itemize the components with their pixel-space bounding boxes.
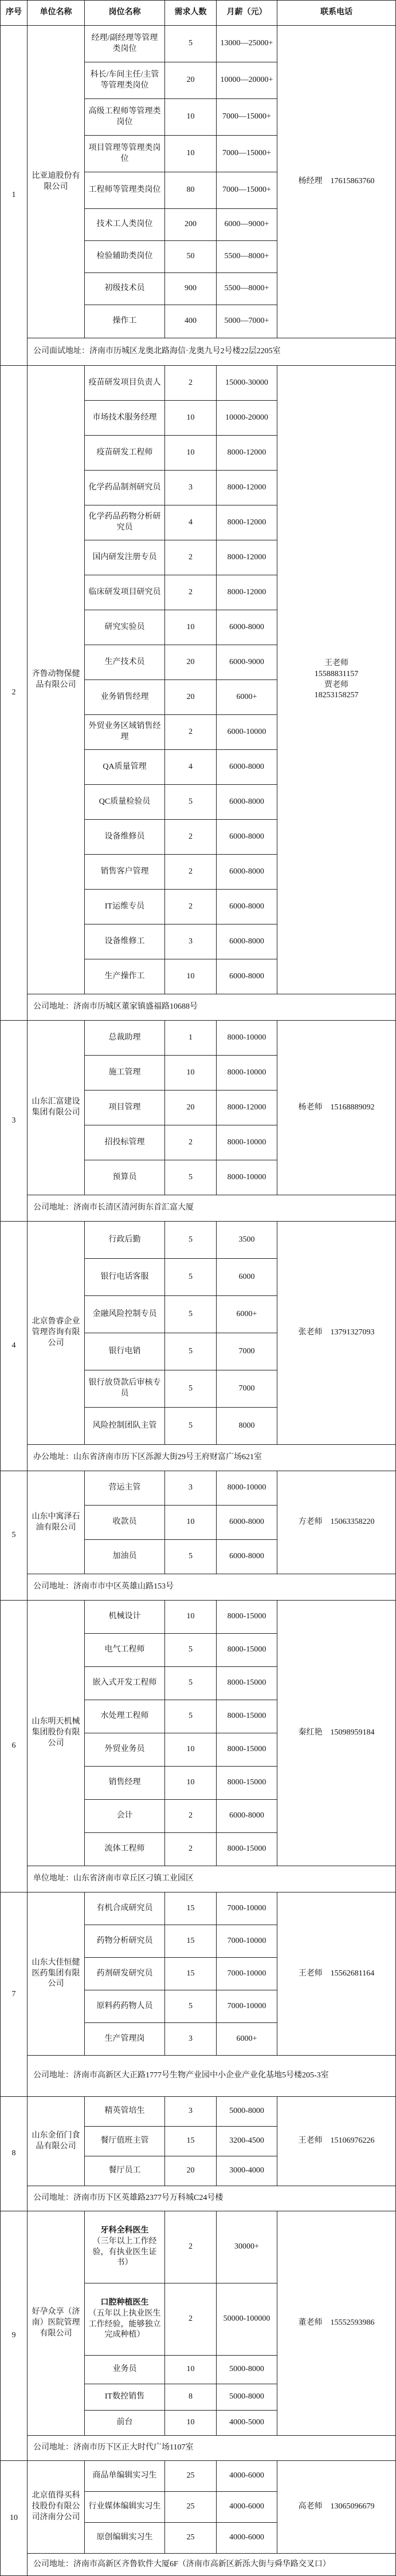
job-headcount-cell: 10 [165,1733,217,1767]
job-salary-cell: 8000-10000 [217,1021,277,1056]
job-position-cell: 餐厅值班主管 [85,2127,165,2156]
header-salary-cell: 月薪（元） [217,0,277,26]
job-headcount-cell: 10 [165,610,217,645]
company-contact-cell [277,1021,396,1195]
job-headcount-cell: 20 [165,2156,217,2186]
job-salary-cell: 3000-4000 [217,2156,277,2186]
company-index-cell: 2 [0,366,28,1021]
company-address-cell: 单位地址：山东省济南市章丘区刁镇工业园区 [28,1866,396,1893]
job-position-cell: 技术工人类岗位 [85,209,165,241]
company-index-cell: 9 [0,2211,28,2461]
job-salary-cell: 6000-10000 [217,715,277,750]
job-salary-cell: 8000-15000 [217,1733,277,1767]
company-name-cell: 齐鲁动物保健品有限公司 [28,366,85,994]
job-salary-cell: 7000 [217,1370,277,1408]
job-salary-cell: 6000+ [217,680,277,715]
job-salary-cell: 5000-8000 [217,2097,277,2127]
job-headcount-cell: 10 [165,1056,217,1091]
job-salary-cell: 13000—25000+ [217,26,277,62]
job-position-cell: 设备维修工 [85,924,165,959]
job-salary-cell: 6000-8000 [217,1506,277,1540]
contact-line: 贾老师 [324,680,348,689]
job-salary-cell: 15000-30000 [217,366,277,401]
job-position-cell: 流体工程师 [85,1833,165,1866]
company-address-cell: 公司地址：济南市高新区大正路1777号生物产业园中小企业产业化基地5号楼205-3室 [28,2056,396,2097]
job-position-cell: 临床研发项目研究员 [85,575,165,610]
company-contact-cell [277,1471,396,1574]
company-contact-cell [277,2097,396,2186]
job-position-cell: 水处理工程师 [85,1700,165,1733]
job-salary-cell: 7000-10000 [217,1925,277,1958]
job-salary-cell: 7000—15000+ [217,99,277,136]
job-headcount-cell: 2 [165,540,217,575]
job-position-cell: 药物分析研究员 [85,1925,165,1958]
job-position-cell: 科长/车间主任/主管等管理类岗位 [85,62,165,99]
job-headcount-cell: 5 [165,1634,217,1667]
job-position-cell: 经理/副经理等管理类岗位 [85,26,165,62]
job-position-cell: 业务销售经理 [85,680,165,715]
header-position-cell: 岗位名称 [85,0,165,26]
job-position-cell: 收款员 [85,1506,165,1540]
job-position-cell: 银行电销 [85,1333,165,1370]
job-position-cell: 银行放贷款后审核专员 [85,1370,165,1408]
company-address-cell: 办公地址：山东省济南市历下区泺源大街29号王府财富广场621室 [28,1445,396,1471]
contact-line: 方老师 15063358220 [298,1518,375,1527]
job-position-cell: 电气工程师 [85,1634,165,1667]
job-position-cell: 操作工 [85,305,165,338]
job-position-cell: 会计 [85,1800,165,1833]
job-salary-cell: 8000-12000 [217,540,277,575]
job-position-cell: IT数控销售 [85,2384,165,2411]
job-position-cell: 检验辅助类岗位 [85,241,165,273]
job-headcount-cell: 25 [165,2461,217,2492]
job-headcount-cell: 25 [165,2523,217,2554]
contact-line: 秦红艳 15098959184 [298,1728,375,1737]
job-headcount-cell: 400 [165,305,217,338]
job-position-cell: 初级技术员 [85,273,165,305]
contact-line: 王老师 15106976226 [298,2136,375,2146]
job-headcount-cell: 20 [165,680,217,715]
job-headcount-cell: 20 [165,62,217,99]
job-position-cell: 金融风险控制专员 [85,1296,165,1333]
job-headcount-cell: 5 [165,1259,217,1296]
job-salary-cell: 8000-10000 [217,1056,277,1091]
job-salary-cell: 5000-8000 [217,2356,277,2384]
company-name-cell: 山东中寓泽石油有限公司 [28,1471,85,1574]
job-salary-cell: 5500—8000+ [217,241,277,273]
job-salary-cell: 8000-10000 [217,1471,277,1506]
header-headcount-cell: 需求人数 [165,0,217,26]
company-index-cell: 8 [0,2097,28,2211]
company-name-cell: 山东金佰门食品有限公司 [28,2097,85,2186]
job-position-cell: 行政后勤 [85,1222,165,1259]
job-headcount-cell: 5 [165,26,217,62]
company-index-cell: 10 [0,2461,28,2576]
job-headcount-cell: 25 [165,2492,217,2523]
job-headcount-cell: 50 [165,241,217,273]
job-salary-cell: 6000+ [217,1296,277,1333]
contact-line: 王老师 [324,658,348,667]
company-address-cell: 公司地址：济南市高新区齐鲁软件大厦6F（济南市高新区新泺大街与舜华路交叉口） [28,2554,396,2576]
job-salary-cell: 8000-12000 [217,1091,277,1125]
company-contact-cell [277,1222,396,1445]
job-position-cell: 销售客户管理 [85,855,165,890]
job-salary-cell: 7000-10000 [217,1990,277,2023]
job-headcount-cell: 2 [165,855,217,890]
job-salary-cell: 6000+ [217,2023,277,2056]
contact-line: 杨老师 15168889092 [298,1103,375,1112]
job-headcount-cell: 2 [165,820,217,855]
job-position-cell: 市场技术服务经理 [85,401,165,436]
job-headcount-cell: 5 [165,1160,217,1195]
job-position-cell: 研究实验员 [85,610,165,645]
job-position-cell: 预算员 [85,1160,165,1195]
job-salary-cell: 6000-8000 [217,785,277,820]
job-salary-cell: 8000-15000 [217,1767,277,1800]
job-salary-cell: 6000-8000 [217,855,277,890]
job-salary-cell: 8000-15000 [217,1833,277,1866]
company-name-cell: 北京值得买科技股份有限公司济南分公司 [28,2461,85,2554]
job-headcount-cell: 5 [165,1333,217,1370]
job-salary-cell: 4000-6000 [217,2461,277,2492]
job-headcount-cell: 2 [165,1833,217,1866]
job-headcount-cell: 10 [165,1601,217,1634]
contact-line: 杨经理 17615863760 [298,177,375,186]
job-position-cell [85,2211,165,2283]
job-position-cell: 业务员 [85,2356,165,2384]
company-address-cell: 公司地址：济南市长清区清河街东首汇富大厦 [28,1195,396,1222]
job-headcount-cell: 8 [165,2384,217,2411]
job-position-cell: 原创编辑实习生 [85,2523,165,2554]
job-headcount-cell: 15 [165,2127,217,2156]
company-index-cell: 3 [0,1021,28,1222]
job-salary-cell: 6000-8000 [217,1800,277,1833]
job-headcount-cell: 15 [165,1925,217,1958]
job-salary-cell: 3200-4500 [217,2127,277,2156]
job-headcount-cell: 2 [165,575,217,610]
job-headcount-cell: 20 [165,645,217,680]
job-position-cell: 项目管理 [85,1091,165,1125]
job-salary-cell: 6000—9000+ [217,209,277,241]
job-position-cell: 疫苗研发工程师 [85,436,165,471]
job-salary-cell: 8000-12000 [217,575,277,610]
company-contact-cell [277,2461,396,2554]
job-position-cell: QA质量管理 [85,750,165,785]
job-salary-cell: 30000+ [217,2211,277,2283]
company-contact-cell [277,366,396,994]
job-position-cell: 有机合成研究员 [85,1893,165,1925]
job-salary-cell: 8000-12000 [217,471,277,505]
job-headcount-cell: 10 [165,2356,217,2384]
job-salary-cell: 8000-15000 [217,1634,277,1667]
job-position-cell: 精英管培生 [85,2097,165,2127]
company-name-cell: 山东明天机械集团股份有限公司 [28,1601,85,1866]
company-address-cell: 公司地址：济南市历下区英雄路2377号万科城C24号楼 [28,2186,396,2211]
header-index-cell: 序号 [0,0,28,26]
job-salary-cell: 7000—15000+ [217,172,277,209]
job-position-cell: 化学药品制剂研究员 [85,471,165,505]
job-position-cell: 药剂研发研究员 [85,1958,165,1990]
job-salary-cell: 8000-12000 [217,505,277,540]
job-salary-cell: 5500—8000+ [217,273,277,305]
job-headcount-cell: 5 [165,1370,217,1408]
job-headcount-cell: 5 [165,1700,217,1733]
job-headcount-cell: 900 [165,273,217,305]
job-salary-cell: 6000 [217,1259,277,1296]
job-salary-cell: 5000-8000 [217,2384,277,2411]
job-position-cell: 总裁助理 [85,1021,165,1056]
job-headcount-cell: 5 [165,1408,217,1445]
company-name-cell: 山东大佳恒健医药集团有限公司 [28,1893,85,2056]
header-contact-cell: 联系电话 [277,0,396,26]
contact-line: 15588831157 [314,669,359,678]
job-salary-cell: 8000-10000 [217,1160,277,1195]
company-address-cell: 公司面试地址：济南市历城区龙奥北路海信·龙奥九号2号楼22层2205室 [28,338,396,366]
job-headcount-cell: 15 [165,1893,217,1925]
company-contact-cell [277,26,396,338]
job-salary-cell: 3500 [217,1222,277,1259]
job-position-cell: 销售经理 [85,1767,165,1800]
job-salary-cell: 7000-10000 [217,1893,277,1925]
job-headcount-cell: 10 [165,136,217,172]
company-name-cell: 好孕众享（济南）医院管理有限公司 [28,2211,85,2436]
job-headcount-cell: 4 [165,505,217,540]
job-position-cell: 高级工程师等管理类岗位 [85,99,165,136]
job-headcount-cell: 10 [165,1767,217,1800]
job-salary-cell: 6000-8000 [217,750,277,785]
job-salary-cell: 6000-8000 [217,924,277,959]
job-position-cell [85,2283,165,2356]
job-title: 口腔种植医生 [100,2298,149,2307]
contact-line: 18253158257 [314,691,359,700]
job-salary-cell: 8000-12000 [217,436,277,471]
job-salary-cell: 4000-5000 [217,2411,277,2436]
job-position-cell: 疫苗研发项目负责人 [85,366,165,401]
job-headcount-cell: 5 [165,1540,217,1574]
job-headcount-cell: 10 [165,99,217,136]
job-headcount-cell: 5 [165,1667,217,1700]
job-headcount-cell: 1 [165,1021,217,1056]
job-salary-cell: 6000-8000 [217,1540,277,1574]
company-index-cell: 7 [0,1893,28,2097]
contact-line: 王老师 15562681164 [298,1969,375,1978]
job-headcount-cell: 3 [165,2097,217,2127]
job-position-cell: 商品单编辑实习生 [85,2461,165,2492]
job-position-cell: 加油员 [85,1540,165,1574]
job-headcount-cell: 3 [165,1471,217,1506]
job-headcount-cell: 20 [165,1091,217,1125]
job-salary-cell: 8000-10000 [217,1125,277,1160]
job-title: 牙科全科医生 [100,2226,149,2235]
job-headcount-cell: 200 [165,209,217,241]
job-headcount-cell: 10 [165,436,217,471]
job-salary-cell: 8000 [217,1408,277,1445]
job-position-cell: 外贸业务员 [85,1733,165,1767]
job-position-cell: 施工管理 [85,1056,165,1091]
contact-line: 董老师 15552593986 [298,2318,375,2328]
job-salary-cell: 7000—15000+ [217,136,277,172]
job-position-cell: 行业媒体编辑实习生 [85,2492,165,2523]
job-requirement: （五年以上执业医生工作经验，能够独立完成种植） [88,2309,161,2340]
job-headcount-cell: 2 [165,715,217,750]
job-position-cell: 国内研发注册专员 [85,540,165,575]
job-salary-cell: 50000-100000 [217,2283,277,2356]
job-salary-cell: 5000—7000+ [217,305,277,338]
job-salary-cell: 4000-6000 [217,2523,277,2554]
job-position-cell: 生产操作工 [85,959,165,994]
company-address-cell: 公司地址：济南市市中区英雄山路153号 [28,1574,396,1601]
company-contact-cell [277,2211,396,2436]
job-headcount-cell: 2 [165,2211,217,2283]
job-position-cell: 嵌入式开发工程师 [85,1667,165,1700]
job-salary-cell: 6000-9000 [217,645,277,680]
company-name-cell: 比亚迪股份有限公司 [28,26,85,338]
job-headcount-cell: 10 [165,959,217,994]
job-headcount-cell: 3 [165,2023,217,2056]
job-salary-cell: 8000-15000 [217,1667,277,1700]
job-position-cell: 工程师等管理类岗位 [85,172,165,209]
job-position-cell: 前台 [85,2411,165,2436]
job-position-cell: 招投标管理 [85,1125,165,1160]
job-headcount-cell: 5 [165,785,217,820]
company-index-cell: 6 [0,1601,28,1893]
job-headcount-cell: 2 [165,2283,217,2356]
company-contact-cell [277,1601,396,1866]
company-address-cell: 公司地址：济南市历下区正大时代广场1107室 [28,2436,396,2461]
job-salary-cell: 8000-15000 [217,1700,277,1733]
job-salary-cell: 6000-8000 [217,959,277,994]
job-position-cell: 化学药品药物分析研究员 [85,505,165,540]
job-position-cell: 营运主管 [85,1471,165,1506]
job-headcount-cell: 3 [165,924,217,959]
job-headcount-cell: 5 [165,1296,217,1333]
job-position-cell: 餐厅员工 [85,2156,165,2186]
job-headcount-cell: 5 [165,1222,217,1259]
job-position-cell: IT运维专员 [85,890,165,924]
job-salary-cell: 6000-8000 [217,610,277,645]
contact-line: 高老师 13065096679 [298,2502,375,2511]
job-headcount-cell: 2 [165,1125,217,1160]
job-salary-cell: 10000—20000+ [217,62,277,99]
job-headcount-cell: 15 [165,1958,217,1990]
job-headcount-cell: 2 [165,890,217,924]
job-salary-cell: 7000-10000 [217,1958,277,1990]
job-position-cell: 外贸业务区域销售经理 [85,715,165,750]
contact-line: 张老师 13791327093 [298,1328,375,1337]
job-position-cell: 项目管理等管理类岗位 [85,136,165,172]
job-position-cell: 设备维修员 [85,820,165,855]
job-salary-cell: 7000 [217,1333,277,1370]
job-headcount-cell: 2 [165,1800,217,1833]
job-position-cell: 生产管理岗 [85,2023,165,2056]
company-address-cell: 公司地址：济南市历城区董家镇盛福路10688号 [28,994,396,1021]
job-headcount-cell: 3 [165,471,217,505]
job-salary-cell: 6000-8000 [217,890,277,924]
job-headcount-cell: 2 [165,366,217,401]
company-name-cell: 北京鲁睿企业管理咨询有限公司 [28,1222,85,1445]
job-position-cell: 原料药药物人员 [85,1990,165,2023]
job-headcount-cell: 10 [165,401,217,436]
job-salary-cell: 8000-15000 [217,1601,277,1634]
company-index-cell: 1 [0,26,28,366]
job-position-cell: 银行电话客服 [85,1259,165,1296]
job-headcount-cell: 10 [165,2411,217,2436]
job-requirement: （三年以上工作经验，有执业医生证书） [92,2237,157,2267]
job-salary-cell: 4000-6000 [217,2492,277,2523]
company-name-cell: 山东汇富建设集团有限公司 [28,1021,85,1195]
job-headcount-cell: 10 [165,1506,217,1540]
job-salary-cell: 6000-8000 [217,820,277,855]
company-contact-cell [277,1893,396,2056]
header-company-cell: 单位名称 [28,0,85,26]
job-position-cell: QC质量检验员 [85,785,165,820]
company-index-cell: 4 [0,1222,28,1471]
job-position-cell: 风险控制团队主管 [85,1408,165,1445]
job-position-cell: 生产技术员 [85,645,165,680]
job-salary-cell: 10000-20000 [217,401,277,436]
company-index-cell: 5 [0,1471,28,1601]
job-position-cell: 机械设计 [85,1601,165,1634]
job-headcount-cell: 80 [165,172,217,209]
job-headcount-cell: 4 [165,750,217,785]
job-headcount-cell: 5 [165,1990,217,2023]
